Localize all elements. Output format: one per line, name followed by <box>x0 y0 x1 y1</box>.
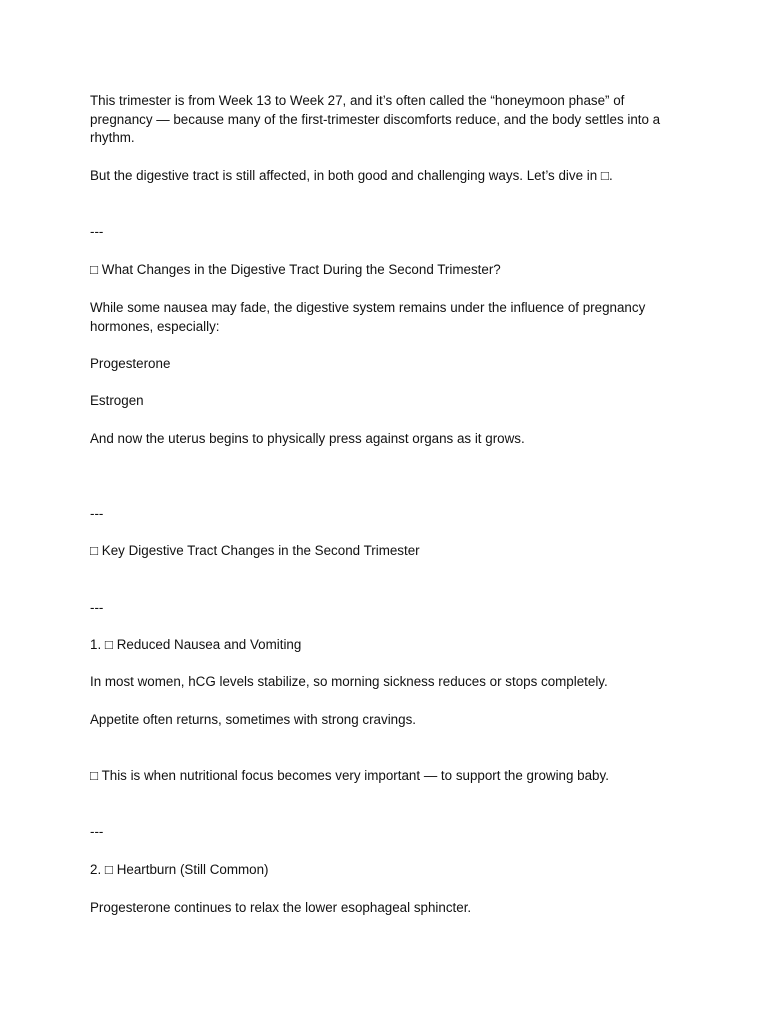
section-heading-key-changes: □ Key Digestive Tract Changes in the Second Trimester <box>90 543 420 558</box>
item-paragraph-appetite: Appetite often returns, sometimes with strong cravings. <box>90 712 416 727</box>
item-heading-heartburn: 2. □ Heartburn (Still Common) <box>90 862 269 877</box>
hormone-item-estrogen: Estrogen <box>90 393 144 408</box>
section-heading-changes: □ What Changes in the Digestive Tract During the Second Trimester? <box>90 262 501 277</box>
separator: --- <box>90 824 104 839</box>
separator: --- <box>90 506 104 521</box>
intro-followup: But the digestive tract is still affected, in both good and challenging ways. Let’s dive in □. <box>90 168 613 183</box>
item-heading-reduced-nausea: 1. □ Reduced Nausea and Vomiting <box>90 637 302 652</box>
item-paragraph-hcg: In most women, hCG levels stabilize, so morning sickness reduces or stops completely. <box>90 674 608 689</box>
item-paragraph-sphincter: Progesterone continues to relax the lower esophageal sphincter. <box>90 900 472 915</box>
separator: --- <box>90 600 104 615</box>
hormone-item-progesterone: Progesterone <box>90 356 171 371</box>
intro-paragraph: This trimester is from Week 13 to Week 27, and it’s often called the “honeymoon phase” of pregnancy — because many of the first-trimester discomforts reduce, and the body settles into a rhythm. <box>90 93 664 145</box>
separator: --- <box>90 224 104 239</box>
uterus-paragraph: And now the uterus begins to physically press against organs as it grows. <box>90 431 525 446</box>
item-note-nutrition: □ This is when nutritional focus becomes very important — to support the growing baby. <box>90 768 609 783</box>
section-paragraph-hormones: While some nausea may fade, the digestive system remains under the influence of pregnancy hormones, especially: <box>90 300 650 334</box>
